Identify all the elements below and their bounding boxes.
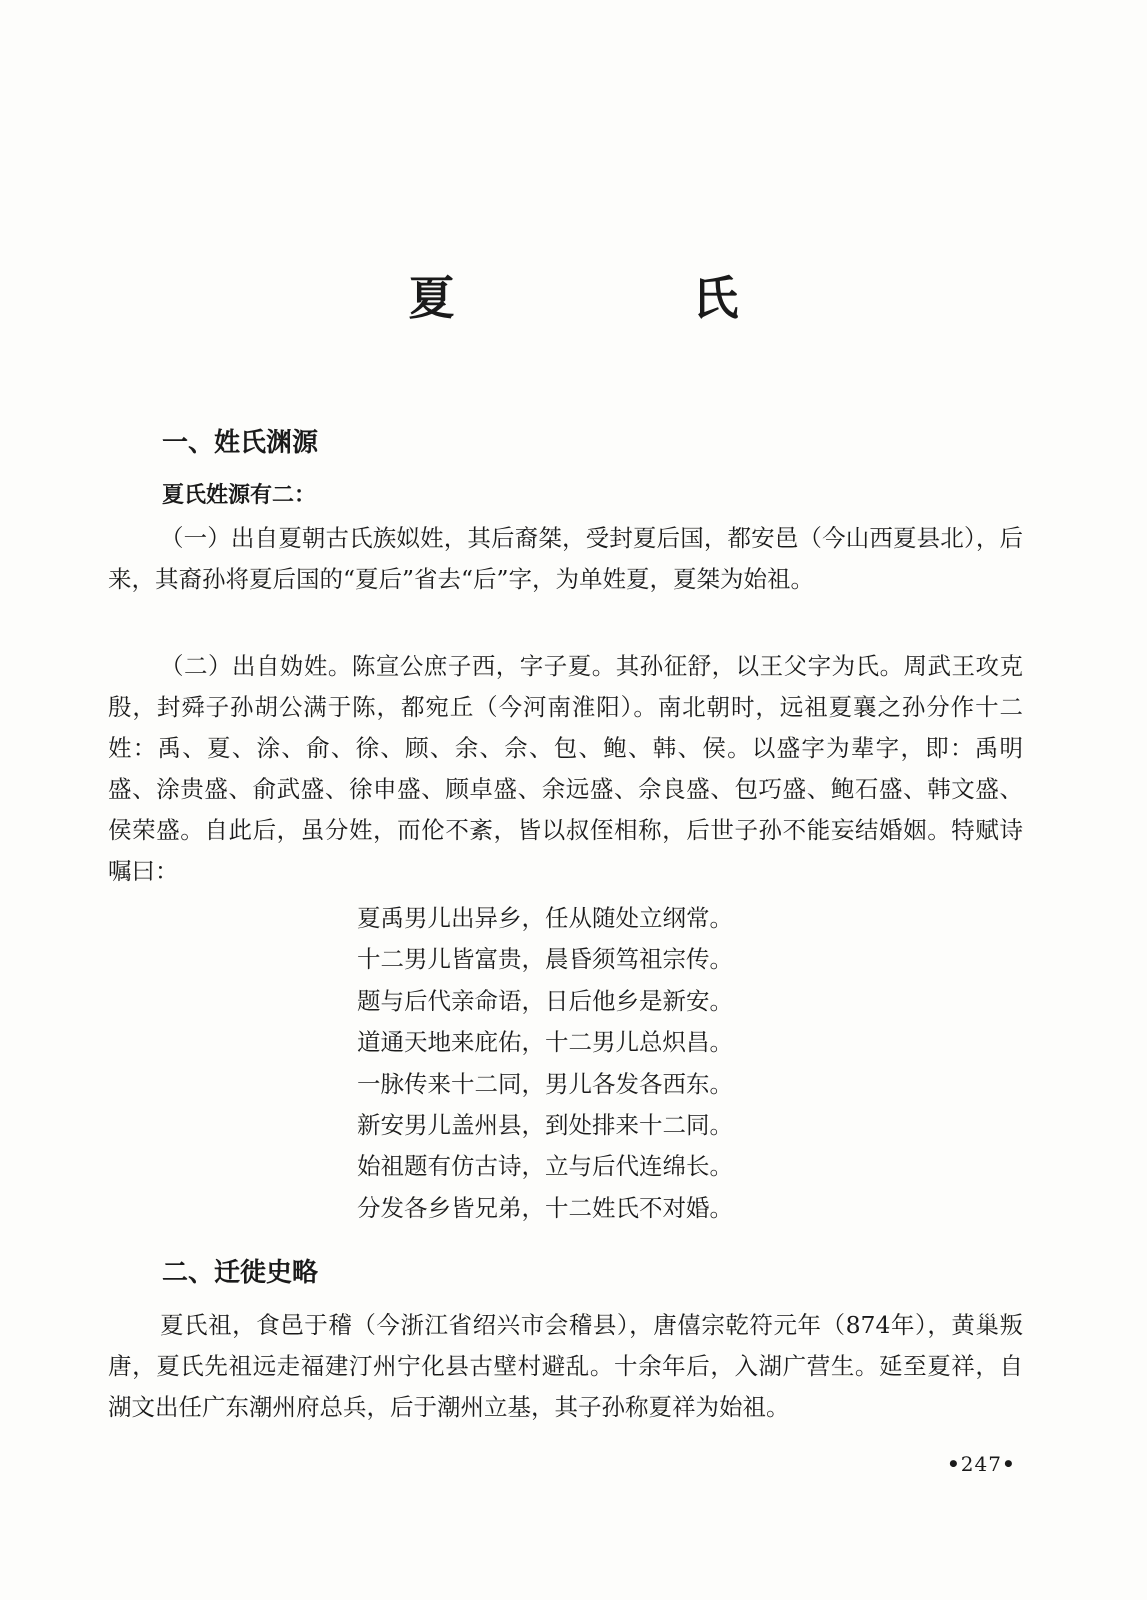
- poem-line: 始祖题有仿古诗，立与后代连绵长。: [357, 1152, 733, 1181]
- poem: [357, 898, 733, 1229]
- page-title: 夏 氏: [408, 271, 835, 325]
- poem-line: 新安男儿盖州县，到处排来十二同。: [357, 1111, 733, 1140]
- page-number-value: 247: [960, 1452, 1002, 1476]
- migration-paragraph: 夏氏祖，食邑于稽（今浙江省绍兴市会稽县），唐僖宗乾符元年（874年），黄巢叛唐，夏氏先祖远走福建汀州宁化县古壁村避乱。十余年后，入湖广营生。延至夏祥，自湖文出任广东潮州府总兵，后于潮州立基，其子孙称夏祥为始祖。: [108, 1311, 1023, 1421]
- origin-subheading: 夏氏姓源有二：: [162, 482, 317, 508]
- origin-paragraph-1: （一）出自夏朝古氏族姒姓，其后裔桀，受封夏后国，都安邑（今山西夏县北），后来，其裔孙将夏后国的“夏后”省去“后”字，为单姓夏，夏桀为始祖。: [108, 524, 1023, 593]
- poem-line: 题与后代亲命语，日后他乡是新安。: [357, 986, 733, 1015]
- poem-line: 道通天地来庇佑，十二男儿总炽昌。: [357, 1028, 733, 1057]
- page-number: •247•: [947, 1452, 1016, 1476]
- poem-line: 分发各乡皆兄弟，十二姓氏不对婚。: [357, 1193, 733, 1222]
- poem-line: 十二男儿皆富贵，晨昏须笃祖宗传。: [357, 945, 733, 974]
- section-heading-origin: 一、姓氏渊源: [162, 428, 319, 458]
- origin-paragraph-2: （二）出自妫姓。陈宣公庶子西，字子夏。其孙征舒，以王父字为氏。周武王攻克殷，封舜子孙胡公满于陈，都宛丘（今河南淮阳）。南北朝时，远祖夏襄之孙分作十二姓：禹、夏、涂、俞、徐、顾、余、佘、包、鲍、韩、侯。以盛字为辈字，即：禹明盛、涂贵盛、俞武盛、徐申盛、顾卓盛、余远盛、佘良盛、包巧盛、鲍石盛、韩文盛、侯荣盛。自此后，虽分姓，而伦不紊，皆以叔侄相称，后世子孙不能妄结婚姻。特赋诗嘱曰：: [108, 652, 1023, 885]
- poem-line: 夏禹男儿出异乡，任从随处立纲常。: [357, 904, 733, 932]
- poem-line: 一脉传来十二同，男儿各发各西东。: [357, 1069, 733, 1098]
- section-heading-migration: 二、迁徙史略: [162, 1258, 319, 1288]
